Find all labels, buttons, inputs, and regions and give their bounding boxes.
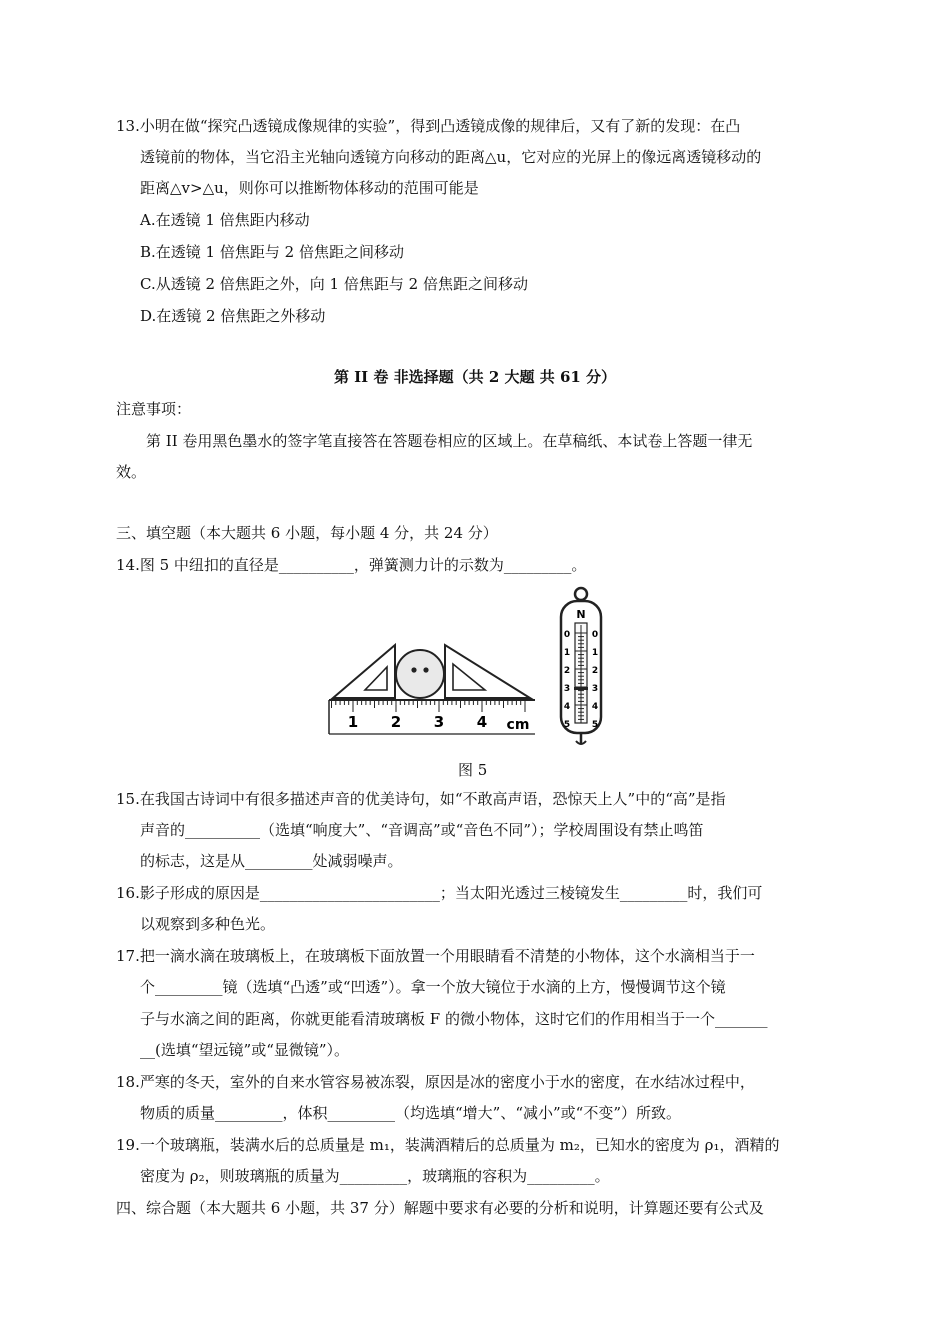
scale-unit: N xyxy=(576,608,586,621)
q14-text: 14.图 5 中纽扣的直径是__________，弹簧测力计的示数为_________。 xyxy=(116,556,587,574)
scale-label-3: 3 xyxy=(563,684,571,694)
scale-label-2: 2 xyxy=(563,666,571,676)
q13-line-2: 透镜前的物体，当它沿主光轴向透镜方向移动的距离△u，它对应的光屏上的像远离透镜移动的 xyxy=(140,148,762,166)
figure-5-caption: 图 5 xyxy=(458,761,488,779)
ruler-label-3: 3 xyxy=(433,713,445,731)
section-3-heading: 三、填空题（本大题共 6 小题，每小题 4 分，共 24 分） xyxy=(116,524,498,542)
scale-label-right-0: 0 xyxy=(591,630,599,640)
ruler-label-1: 1 xyxy=(347,713,359,731)
scale-label-right-2: 2 xyxy=(591,666,599,676)
q15-line-1: 15.在我国古诗词中有很多描述声音的优美诗句，如“不敢高声语，恐惊天上人”中的“高”是指 xyxy=(116,790,726,808)
q17-line-2: 个_________镜（选填“凸透”或“凹透”）。拿一个放大镜位于水滴的上方，慢慢调节这个镜 xyxy=(140,978,726,996)
section-4-heading: 四、综合题（本大题共 6 小题，共 37 分）解题中要求有必要的分析和说明，计算题还要有公式及 xyxy=(116,1199,764,1217)
q17-line-4: __(选填“望远镜”或“显微镜”）。 xyxy=(140,1041,350,1059)
q13-option-d: D.在透镜 2 倍焦距之外移动 xyxy=(140,307,326,325)
q19-line-1: 19.一个玻璃瓶，装满水后的总质量是 m₁，装满酒精后的总质量为 m₂，已知水的密度为 ρ₁，酒精的 xyxy=(116,1136,780,1154)
q15-line-3: 的标志，这是从_________处减弱噪声。 xyxy=(140,852,403,870)
scale-label-5: 5 xyxy=(563,720,571,730)
part2-title: 第 II 卷 非选择题（共 2 大题 共 61 分） xyxy=(333,368,617,386)
scale-label-right-3: 3 xyxy=(591,684,599,694)
notice-label: 注意事项： xyxy=(116,400,192,418)
q19-line-2: 密度为 ρ₂，则玻璃瓶的质量为_________，玻璃瓶的容积为_________。 xyxy=(140,1167,610,1185)
button-object xyxy=(396,650,444,698)
scale-label-4: 4 xyxy=(563,702,571,712)
ruler-label-4: 4 xyxy=(476,713,488,731)
q17-line-1: 17.把一滴水滴在玻璃板上，在玻璃板下面放置一个用眼睛看不清楚的小物体，这个水滴相当于一 xyxy=(116,947,755,965)
notice-line-1: 第 II 卷用黑色墨水的签字笔直接答在答题卷相应的区域上。在草稿纸、本试卷上答题一律无 xyxy=(146,432,753,450)
q16-line-1: 16.影子形成的原因是________________________；当太阳光透过三棱镜发生_________时，我们可 xyxy=(116,884,763,902)
q18-line-1: 18.严寒的冬天，室外的自来水管容易被冻裂，原因是冰的密度小于水的密度，在水结冰过程中， xyxy=(116,1073,755,1091)
q18-line-2: 物质的质量_________，体积_________（均选填“增大”、“减小”或“不变”）所致。 xyxy=(140,1104,682,1122)
scale-label-right-1: 1 xyxy=(591,648,599,658)
q13-option-c: C.从透镜 2 倍焦距之外，向 1 倍焦距与 2 倍焦距之间移动 xyxy=(140,275,528,293)
q13-option-a: A.在透镜 1 倍焦距内移动 xyxy=(140,211,310,229)
q17-line-3: 子与水滴之间的距离，你就更能看清玻璃板 F 的微小物体，这时它们的作用相当于一个_______ xyxy=(140,1010,768,1028)
scale-pointer xyxy=(574,687,588,690)
q13-line-1: 13.小明在做“探究凸透镜成像规律的实验”，得到凸透镜成像的规律后，又有了新的发现：在凸 xyxy=(116,117,741,135)
notice-line-2: 效。 xyxy=(116,463,147,481)
ruler-unit: cm xyxy=(506,717,530,733)
q16-line-2: 以观察到多种色光。 xyxy=(140,915,276,933)
ruler-label-2: 2 xyxy=(390,713,402,731)
scale-ring xyxy=(575,588,587,600)
q13-line-3: 距离△v>△u，则你可以推断物体移动的范围可能是 xyxy=(140,179,479,197)
scale-label-right-4: 4 xyxy=(591,702,599,712)
scale-label-0: 0 xyxy=(563,630,571,640)
ruler-figure xyxy=(325,630,540,740)
scale-label-1: 1 xyxy=(563,648,571,658)
q13-option-b: B.在透镜 1 倍焦距与 2 倍焦距之间移动 xyxy=(140,243,404,261)
q15-line-2: 声音的__________（选填“响度大”、“音调高”或“音色不同”）；学校周围设有禁止鸣笛 xyxy=(140,821,704,839)
scale-label-right-5: 5 xyxy=(591,720,599,730)
spring-scale-figure xyxy=(556,585,606,745)
ruler-ticks xyxy=(332,700,526,712)
